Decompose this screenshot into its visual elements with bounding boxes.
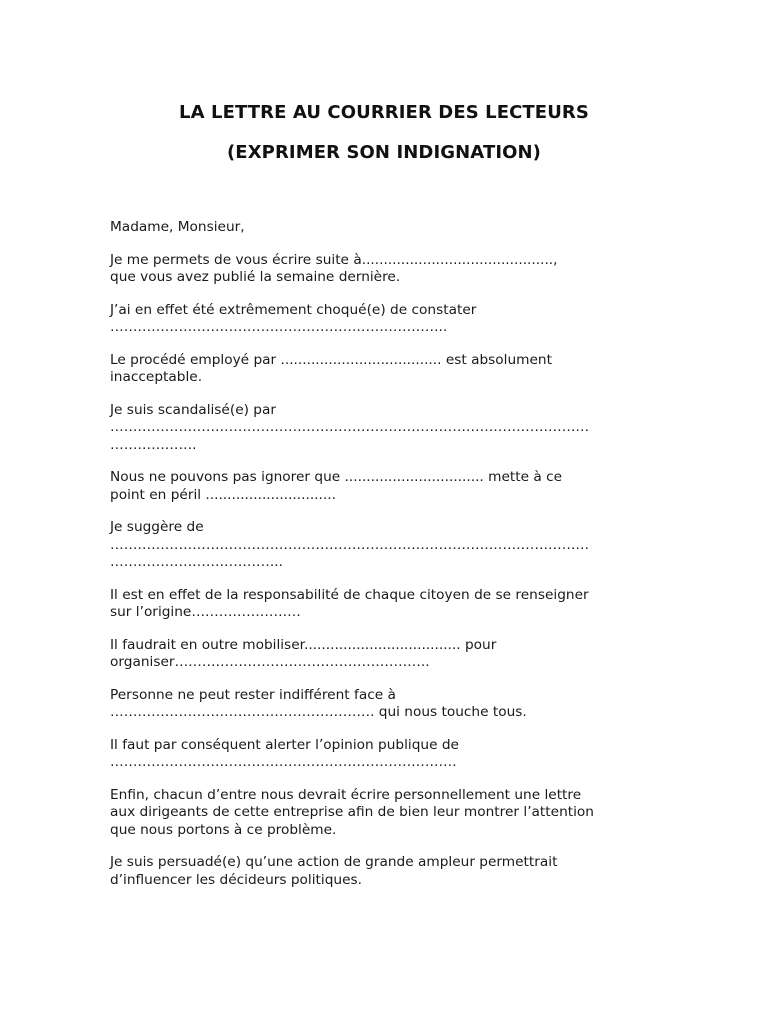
paragraph-line: aux dirigeants de cette entreprise afin de bien leur montrer l’attention [110,804,594,820]
paragraph [110,252,670,287]
paragraph [110,352,670,387]
paragraph [110,854,670,889]
paragraph [110,587,670,622]
paragraph-line: …………………………………………………………………………………………… [110,536,590,553]
paragraph-line: Je suis persuadé(e) qu’une action de grande ampleur permettrait [110,854,558,870]
paragraph-line: Nous ne pouvons pas ignorer que ................................ mette à ce [110,469,563,485]
paragraph-line: …………………………………………………………………. [110,754,457,770]
paragraph-line: Je suis scandalisé(e) par [110,401,277,418]
paragraph-line: Je suggère de [110,519,204,535]
paragraph [110,469,670,504]
paragraph-line: sur l’origine…………………… [110,604,301,620]
paragraph-line: que nous portons à ce problème. [110,821,337,838]
paragraph-line: Il est en effet de la responsabilité de chaque citoyen de se renseigner [110,586,589,603]
paragraph-line: Enfin, chacun d’entre nous devrait écrire personnellement une lettre [110,786,582,803]
paragraph-line: …………………………………………………………………………………………… [110,419,590,435]
paragraph-line: inacceptable. [110,369,203,385]
paragraph-line: Il faut par conséquent alerter l’opinion publique de [110,736,459,753]
paragraph [110,302,670,337]
document-subtitle: (EXPRIMER SON INDIGNATION) [226,142,542,163]
paragraph-line: ……………………………………………………………….. [110,319,448,335]
paragraph-line: ……………………………….. [110,554,283,570]
paragraph-line: Personne ne peut rester indifférent face à [110,686,396,703]
paragraph-line: …………………………………………………. qui nous touche tous. [110,704,527,720]
paragraph [110,519,670,572]
salutation: Madame, Monsieur, [110,219,245,235]
paragraph [110,737,670,772]
paragraph [110,402,670,455]
paragraph-line: organiser……………………………………………….. [110,654,430,670]
paragraph-line: d’influencer les décideurs politiques. [110,871,362,888]
paragraph [110,687,670,722]
paragraph-line: ………………. [110,436,197,453]
paragraph-line: Il faudrait en outre mobiliser.................................... pour [110,636,497,653]
paragraph-line: Le procédé employé par ..................................... est absolument [110,351,552,368]
paragraph-line: J’ai en effet été extrêmement choqué(e) de constater [110,301,477,318]
paragraph-line: que vous avez publié la semaine dernière. [110,269,401,285]
paragraph [110,787,670,840]
paragraph-line: Je me permets de vous écrire suite à............................................, [110,251,558,268]
paragraph [110,637,670,672]
paragraph-line: point en péril .............................. [110,486,336,503]
letter-body [110,219,670,904]
document-title: LA LETTRE AU COURRIER DES LECTEURS [179,102,589,123]
